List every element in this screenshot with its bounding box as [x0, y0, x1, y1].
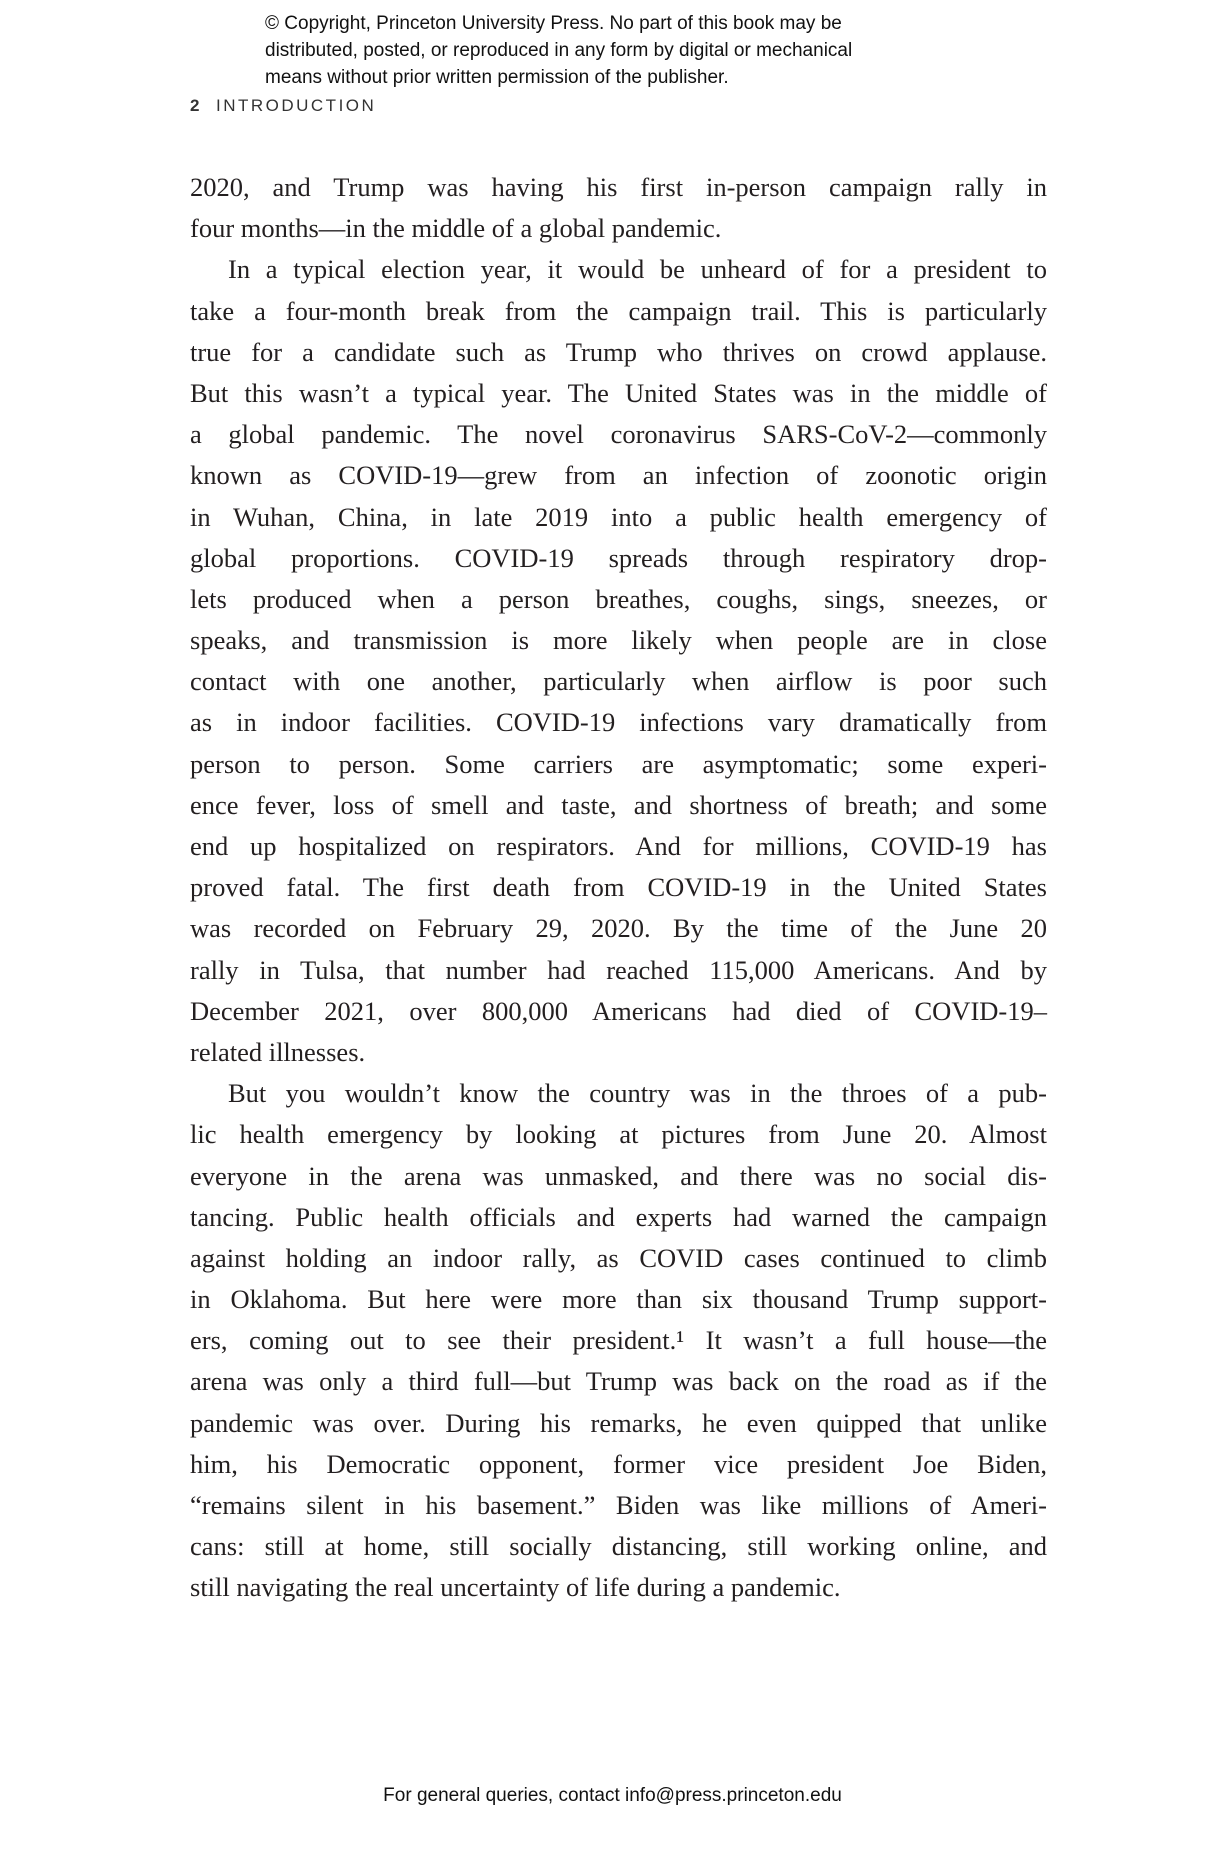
text-line: four months—in the middle of a global pandemic. — [190, 213, 722, 244]
copyright-notice — [265, 10, 852, 91]
text-line: against holding an indoor rally, as COVID cases continued to climb — [190, 1242, 1047, 1273]
text-line: 2020, and Trump was having his first in-person campaign rally in — [190, 172, 1047, 202]
text-line: pandemic was over. During his remarks, he even quipped that unlike — [190, 1407, 1047, 1438]
text-line: in Oklahoma. But here were more than six thousand Trump support- — [190, 1284, 1047, 1315]
text-line: ers, coming out to see their president.¹ It wasn’t a full house—the — [190, 1325, 1047, 1356]
text-line: in Wuhan, China, in late 2019 into a public health emergency of — [190, 501, 1047, 532]
body-text — [190, 167, 1047, 1609]
text-line: lic health emergency by looking at pictures from June 20. Almost — [190, 1119, 1047, 1150]
copyright-line: © Copyright, Princeton University Press. No part of this book may be — [265, 13, 842, 34]
text-line: person to person. Some carriers are asymptomatic; some experi- — [190, 748, 1047, 779]
paragraph — [190, 167, 1047, 249]
text-line: related illnesses. — [190, 1036, 366, 1067]
text-line: But this wasn’t a typical year. The United States was in the middle of — [190, 377, 1047, 408]
text-line: true for a candidate such as Trump who thrives on crowd applause. — [190, 336, 1047, 367]
text-line: speaks, and transmission is more likely when people are in close — [190, 625, 1047, 656]
paragraph — [190, 1073, 1047, 1608]
text-line: December 2021, over 800,000 Americans had died of COVID-19– — [190, 995, 1047, 1026]
text-line: In a typical election year, it would be unheard of for a president to — [228, 254, 1047, 285]
text-line: a global pandemic. The novel coronavirus SARS-CoV-2—commonly — [190, 419, 1047, 450]
text-line: was recorded on February 29, 2020. By the time of the June 20 — [190, 913, 1047, 944]
text-line: But you wouldn’t know the country was in the throes of a pub- — [228, 1078, 1047, 1109]
copyright-line: distributed, posted, or reproduced in any form by digital or mechanical — [265, 40, 853, 61]
text-line: ence fever, loss of smell and taste, and shortness of breath; and some — [190, 789, 1047, 820]
text-line: proved fatal. The first death from COVID-19 in the United States — [190, 872, 1047, 903]
text-line: arena was only a third full—but Trump was back on the road as if the — [190, 1366, 1047, 1397]
text-line: global proportions. COVID-19 spreads through respiratory drop- — [190, 542, 1047, 573]
text-line: him, his Democratic opponent, former vice president Joe Biden, — [190, 1448, 1047, 1479]
running-head — [190, 96, 376, 116]
text-line: “remains silent in his basement.” Biden was like millions of Ameri- — [190, 1490, 1047, 1520]
copyright-line: means without prior written permission of the publisher. — [265, 67, 729, 88]
text-line: tancing. Public health officials and experts had warned the campaign — [190, 1201, 1047, 1232]
text-line: still navigating the real uncertainty of life during a pandemic. — [190, 1572, 841, 1603]
text-line: everyone in the arena was unmasked, and there was no social dis- — [190, 1160, 1047, 1191]
text-line: take a four-month break from the campaign trail. This is particularly — [190, 295, 1047, 326]
text-line: cans: still at home, still socially distancing, still working online, and — [190, 1531, 1047, 1562]
section-title: INTRODUCTION — [215, 96, 377, 115]
page-number: 2 — [190, 96, 202, 115]
text-line: rally in Tulsa, that number had reached 115,000 Americans. And by — [190, 954, 1047, 985]
footer-contact: For general queries, contact info@press.princeton.edu — [383, 1785, 842, 1806]
text-line: as in indoor facilities. COVID-19 infections vary dramatically from — [190, 707, 1047, 738]
text-line: contact with one another, particularly when airflow is poor such — [190, 666, 1047, 697]
paragraph — [190, 249, 1047, 1073]
text-line: end up hospitalized on respirators. And for millions, COVID-19 has — [190, 831, 1047, 861]
text-line: lets produced when a person breathes, coughs, sings, sneezes, or — [190, 583, 1047, 614]
text-line: known as COVID-19—grew from an infection of zoonotic origin — [190, 460, 1047, 491]
